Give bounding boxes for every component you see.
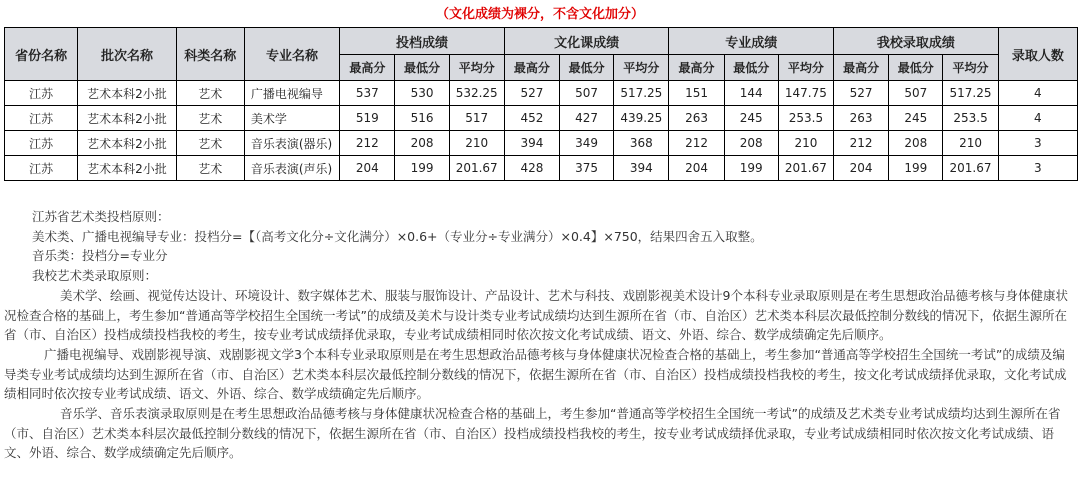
cell-major: 音乐表演(声乐) (244, 156, 339, 181)
header-sub-min: 最低分 (560, 55, 614, 81)
cell-province: 江苏 (5, 81, 78, 106)
cell-count: 4 (998, 106, 1077, 131)
cell-score: 144 (724, 81, 778, 106)
cell-score: 537 (340, 81, 395, 106)
cell-score: 208 (724, 131, 778, 156)
cell-score: 208 (395, 131, 449, 156)
table-row (5, 156, 1078, 181)
principle-heading-school: 我校艺术类录取原则： (32, 268, 158, 284)
header-sub-avg: 平均分 (449, 55, 504, 81)
cell-score: 263 (834, 106, 889, 131)
header-group-culture: 文化课成绩 (504, 28, 669, 55)
cell-score: 199 (395, 156, 449, 181)
header-sub-min: 最低分 (889, 55, 943, 81)
cell-score: 519 (340, 106, 395, 131)
cell-score: 204 (834, 156, 889, 181)
header-sub-max: 最高分 (504, 55, 559, 81)
header-sub-max: 最高分 (669, 55, 724, 81)
cell-score: 530 (395, 81, 449, 106)
cell-score: 527 (504, 81, 559, 106)
header-sub-avg: 平均分 (778, 55, 833, 81)
cell-category: 艺术 (176, 156, 244, 181)
header-province: 省份名称 (5, 28, 78, 81)
header-major: 专业名称 (244, 28, 339, 81)
header-sub-min: 最低分 (724, 55, 778, 81)
header-sub-max: 最高分 (834, 55, 889, 81)
cell-score: 204 (340, 156, 395, 181)
cell-score: 199 (889, 156, 943, 181)
cell-category: 艺术 (176, 106, 244, 131)
cell-score: 201.67 (449, 156, 504, 181)
table-row (5, 81, 1078, 106)
cell-score: 210 (449, 131, 504, 156)
cell-batch: 艺术本科2小批 (78, 156, 176, 181)
cell-province: 江苏 (5, 156, 78, 181)
cell-score: 507 (889, 81, 943, 106)
cell-score: 212 (834, 131, 889, 156)
table-row (5, 131, 1078, 156)
principle-art-formula: 美术类、广播电视编导专业：投档分=【（高考文化分÷文化满分）×0.6+（专业分÷专业满分）×0.4】×750，结果四舍五入取整。 (32, 228, 763, 244)
cell-major: 音乐表演(器乐) (244, 131, 339, 156)
table-body (5, 81, 1078, 181)
cell-score: 368 (614, 131, 669, 156)
cell-score: 253.5 (943, 106, 998, 131)
admission-score-table (4, 27, 1078, 181)
cell-score: 245 (724, 106, 778, 131)
cell-batch: 艺术本科2小批 (78, 81, 176, 106)
header-sub-avg: 平均分 (614, 55, 669, 81)
cell-score: 516 (395, 106, 449, 131)
cell-score: 212 (669, 131, 724, 156)
cell-count: 4 (998, 81, 1077, 106)
cell-major: 美术学 (244, 106, 339, 131)
header-batch: 批次名称 (78, 28, 176, 81)
header-count: 录取人数 (998, 28, 1077, 81)
cell-score: 428 (504, 156, 559, 181)
header-group-filing: 投档成绩 (340, 28, 505, 55)
cell-category: 艺术 (176, 81, 244, 106)
principle-music: 音乐学、音乐表演录取原则是在考生思想政治品德考核与身体健康状况检查合格的基础上，考生参加“普通高等学校招生全国统一考试”的成绩及艺术类专业考试成绩均达到生源所在省（市、自治区）艺术类本科层次最低控制分数线的情况下，依据生源所在省（市、自治区）投档成绩投档我校的考生，按专业考试成绩择优录取，专业考试成绩相同时依次按文化考试成绩、语文、外语、综合、数学成绩确定先后顺序。 (4, 406, 1061, 461)
cell-score: 452 (504, 106, 559, 131)
header-group-major-score: 专业成绩 (669, 28, 834, 55)
cell-score: 212 (340, 131, 395, 156)
cell-score: 427 (560, 106, 614, 131)
cell-count: 3 (998, 131, 1077, 156)
cell-score: 201.67 (778, 156, 833, 181)
cell-score: 507 (560, 81, 614, 106)
cell-count: 3 (998, 156, 1077, 181)
header-category: 科类名称 (176, 28, 244, 81)
cell-score: 375 (560, 156, 614, 181)
cell-score: 210 (778, 131, 833, 156)
cell-batch: 艺术本科2小批 (78, 131, 176, 156)
cell-score: 349 (560, 131, 614, 156)
cell-score: 253.5 (778, 106, 833, 131)
cell-province: 江苏 (5, 106, 78, 131)
cell-score: 147.75 (778, 81, 833, 106)
cell-score: 201.67 (943, 156, 998, 181)
cell-score: 210 (943, 131, 998, 156)
cell-score: 527 (834, 81, 889, 106)
principle-broadcast: 广播电视编导、戏剧影视导演、戏剧影视文学3个本科专业录取原则是在考生思想政治品德考核与身体健康状况检查合格的基础上，考生参加“普通高等学校招生全国统一考试”的成绩及编导类专业考试成绩均达到生源所在省（市、自治区）艺术类本科层次最低控制分数线的情况下，依据生源所在省（市、自治区）投档成绩投档我校的考生，按文化考试成绩择优录取，文化考试成绩相同时依次按专业考试成绩、语文、外语、综合、数学成绩确定先后顺序。 (4, 346, 1067, 402)
cell-score: 199 (724, 156, 778, 181)
cell-score: 208 (889, 131, 943, 156)
cell-batch: 艺术本科2小批 (78, 106, 176, 131)
header-sub-avg: 平均分 (943, 55, 998, 81)
cell-score: 394 (504, 131, 559, 156)
cell-score: 245 (889, 106, 943, 131)
cell-score: 151 (669, 81, 724, 106)
cell-score: 532.25 (449, 81, 504, 106)
principle-heading-province: 江苏省艺术类投档原则： (32, 209, 170, 224)
principle-fine-art: 美术学、绘画、视觉传达设计、环境设计、数字媒体艺术、服装与服饰设计、产品设计、艺术与科技、戏剧影视美术设计9个本科专业录取原则是在考生思想政治品德考核与身体健康状况检查合格的基础上，考生参加“普通高等学校招生全国统一考试”的成绩及美术与设计类专业考试成绩均达到生源所在省（市、自治区）艺术类本科层次最低控制分数线的情况下，依据生源所在省（市、自治区）投档成绩投档我校的考生，按专业考试成绩择优录取，专业考试成绩相同时依次按文化考试成绩、语文、外语、综合、数学成绩确定先后顺序。 (4, 287, 1068, 343)
cell-province: 江苏 (5, 131, 78, 156)
admission-principles (4, 207, 1074, 463)
table-row (5, 106, 1078, 131)
cell-score: 263 (669, 106, 724, 131)
header-sub-max: 最高分 (340, 55, 395, 81)
cell-major: 广播电视编导 (244, 81, 339, 106)
cell-score: 394 (614, 156, 669, 181)
header-group-admission: 我校录取成绩 (834, 28, 999, 55)
header-sub-min: 最低分 (395, 55, 449, 81)
principle-music-formula: 音乐类：投档分=专业分 (32, 248, 168, 264)
cell-category: 艺术 (176, 131, 244, 156)
cell-score: 517.25 (614, 81, 669, 106)
cell-score: 204 (669, 156, 724, 181)
cell-score: 517.25 (943, 81, 998, 106)
cell-score: 517 (449, 106, 504, 131)
score-note: （文化成绩为裸分，不含文化加分） (435, 7, 644, 22)
cell-score: 439.25 (614, 106, 669, 131)
